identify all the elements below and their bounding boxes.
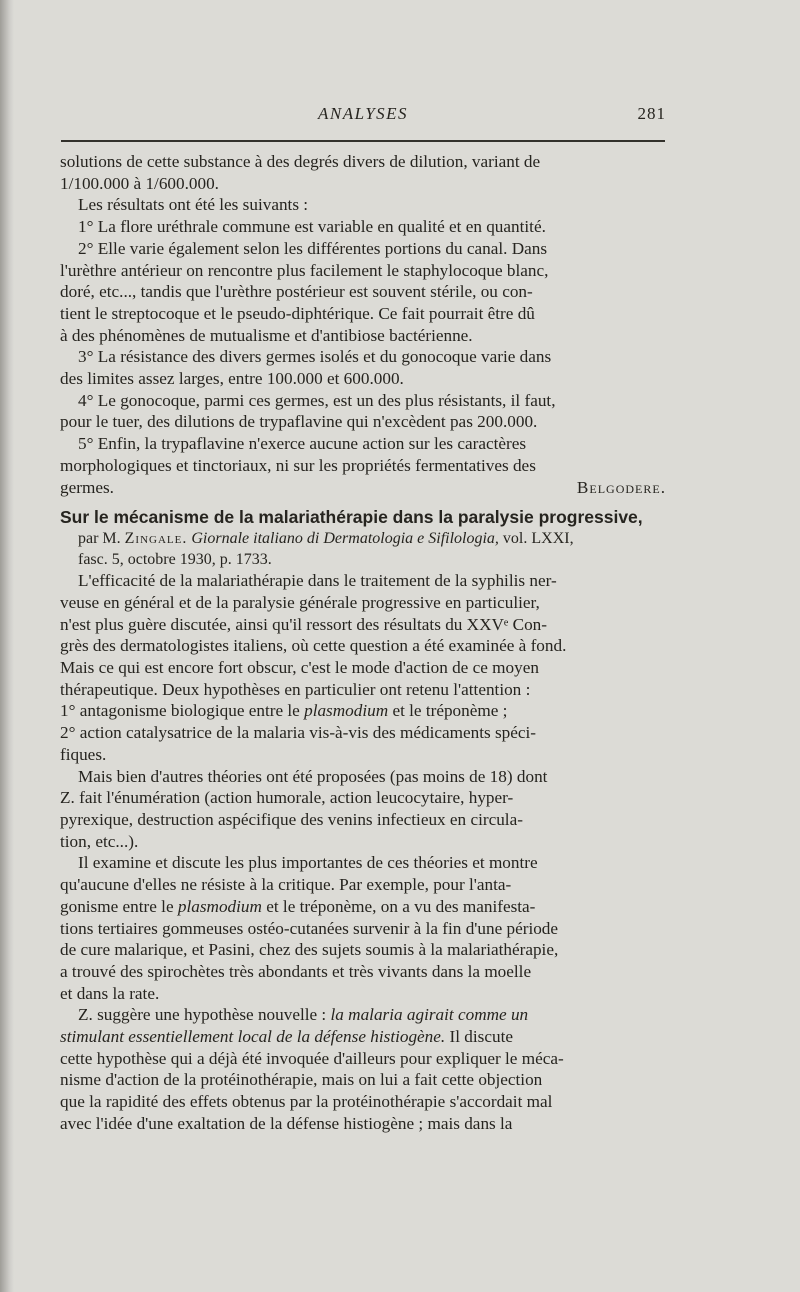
- page-header: [60, 104, 666, 132]
- review1-point-1: 1° La flore uréthrale commune est variable en qualité et en quantité.: [78, 217, 546, 237]
- citation-journal: Giornale italiano di Dermatologia e Sifilologia,: [191, 530, 499, 548]
- article-citation: par M. Zingale. Giornale italiano di Dermatologia e Sifilologia, vol. LXXI, fasc. 5, octobre 1930, p. 1733.: [78, 530, 574, 569]
- review1-point-2: 2° Elle varie également selon les différentes portions du canal. Dans l'urèthre antérieur on rencontre plus facilement le staphylocoque blanc, doré, etc..., tandis que l'urèthre postérieur est souvent stérile, ou con- tient le streptocoque et le pseudo-diphtérique. Ce fait pourrait être dû à des phénomènes de mutualisme et d'antibiose bactérienne.: [60, 238, 549, 345]
- page-number: 281: [637, 104, 666, 123]
- review2-paragraph-1: L'efficacité de la malariathérapie dans le traitement de la syphilis ner- veuse en général et de la paralysie générale progressive en particulier, n'est plus guère discutée, ainsi qu'il ressort des résultats du XXVᵉ Con- grès des dermatologistes italiens, où cette question a été examinée à fond. Mais ce qui est encore fort obscur, c'est le mode d'action de ce moyen thérapeutique. Deux hypothèses en particulier ont retenu l'attention : 1° antagonisme biologique entre le plasmodium et le tréponème ; 2° action catalysatrice de la malaria vis-à-vis des médicaments spéci- fiques.: [60, 571, 567, 764]
- review1-point-5-end: germes.: [60, 477, 114, 497]
- running-head: ANALYSES: [317, 104, 409, 123]
- reviewer-signature: Belgodere.: [576, 477, 666, 497]
- review1-point-5: 5° Enfin, la trypaflavine n'exerce aucune action sur les caractères morphologiques et tinctoriaux, ni sur les propriétés fermentatives des: [60, 434, 536, 475]
- review1-point-3: 3° La résistance des divers germes isolés et du gonocoque varie dans des limites assez larges, entre 100.000 et 600.000.: [60, 347, 552, 389]
- review1-signature-line: [60, 477, 666, 499]
- article-title: Sur le mécanisme de la malariathérapie dans la paralysie progressive,: [60, 507, 643, 528]
- review2-paragraph-4: Z. suggère une hypothèse nouvelle : la malaria agirait comme un stimulant essentiellement local de la défense histiogène. Il discute cette hypothèse qui a déjà été invoquée d'ailleurs pour expliquer le méca- nisme d'action de la protéinothérapie, mais on lui a fait cette objection que la rapidité des effets obtenus par la protéinothérapie s'accordait mal avec l'idée d'une exaltation de la défense histiogène ; mais dans la: [60, 1005, 564, 1133]
- review1-point-4: 4° Le gonocoque, parmi ces germes, est un des plus résistants, il faut, pour le tuer, des dilutions de trypaflavine qui n'excèdent pas 200.000.: [60, 390, 556, 432]
- citation-author: Zingale.: [124, 530, 188, 548]
- review1-intro: solutions de cette substance à des degrés divers de dilution, variant de 1/100.000 à 1/600.000.: [60, 152, 541, 193]
- review2-paragraph-3: Il examine et discute les plus importantes de ces théories et montre qu'aucune d'elles ne résiste à la critique. Par exemple, pour l'anta- gonisme entre le plasmodium et le tréponème, on a vu des manifesta- tions tertiaires gommeuses ostéo-cutanées survenir à la fin d'une période de cure malarique, et Pasini, chez des sujets soumis à la malariathérapie, a trouvé des spirochètes très abondants et très vivants dans la moelle et dans la rate.: [60, 853, 559, 1003]
- review1-results-heading: Les résultats ont été les suivants :: [78, 195, 309, 215]
- review2-paragraph-2: Mais bien d'autres théories ont été proposées (pas moins de 18) dont Z. fait l'énumération (action humorale, action leucocytaire, hyper- pyrexique, destruction aspécifique des venins infectieux en circula- tion, etc...).: [60, 766, 548, 851]
- page-body: [60, 151, 666, 1135]
- header-rule: [61, 140, 665, 142]
